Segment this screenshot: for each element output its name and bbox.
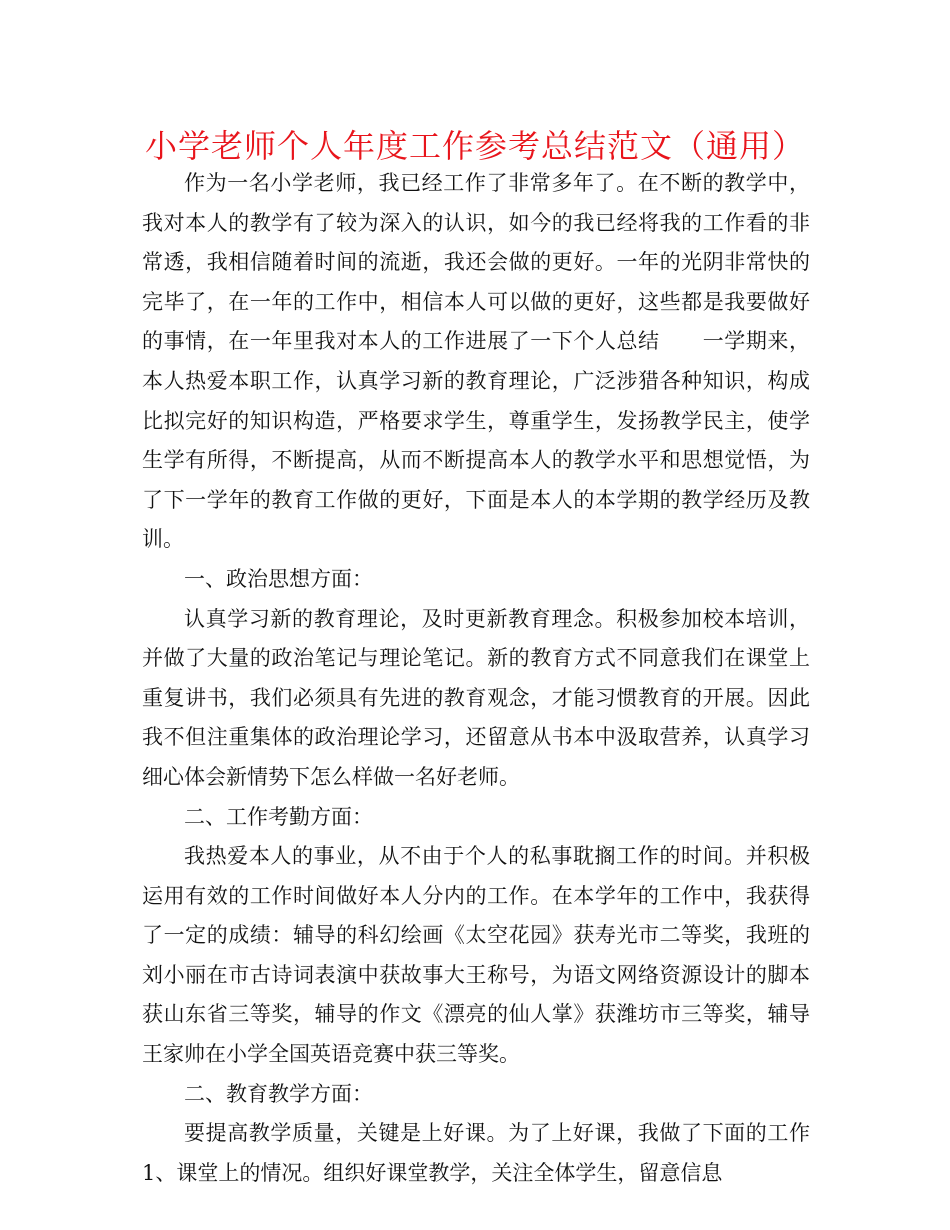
paragraph-intro: 作为一名小学老师，我已经工作了非常多年了。在不断的教学中，我对本人的教学有了较为深入的认识，如今的我已经将我的工作看的非常透，我相信随着时间的流逝，我还会做的更好。一年的光阴非常快的完毕了，在一年的工作中，相信本人可以做的更好，这些都是我要做好的事情，在一年里我对本人的工作进展了一下个人总结 一学期来，本人热爱本职工作，认真学习新的教育理论，广泛涉猎各种知识，构成比拟完好的知识构造，严格要求学生，尊重学生，发扬教学民主，使学生学有所得，不断提高，从而不断提高本人的教学水平和思想觉悟，为了下一学年的教育工作做的更好，下面是本人的本学期的教学经历及教训。	[142, 171, 810, 552]
paragraph-attendance: 我热爱本人的事业，从不由于个人的私事耽搁工作的时间。并积极运用有效的工作时间做好本人分内的工作。在本学年的工作中，我获得了一定的成绩：辅导的科幻绘画《太空花园》获寿光市二等奖，我班的刘小丽在市古诗词表演中获故事大王称号，为语文网络资源设计的脚本获山东省三等奖，辅导的作文《漂亮的仙人掌》获潍坊市三等奖，辅导王家帅在小学全国英语竞赛中获三等奖。	[142, 844, 810, 1067]
document-body	[142, 164, 852, 1193]
document-title: 小学老师个人年度工作参考总结范文（通用）	[144, 127, 805, 165]
paragraph-teaching: 要提高教学质量，关键是上好课。为了上好课，我做了下面的工作 1、课堂上的情况。组织好课堂教学，关注全体学生，留意信息	[142, 1121, 852, 1185]
paragraph-politics: 认真学习新的教育理论，及时更新教育理念。积极参加校本培训，并做了大量的政治笔记与理论笔记。新的教育方式不同意我们在课堂上重复讲书，我们必须具有先进的教育观念，才能习惯教育的开展。因此我不但注重集体的政治理论学习，还留意从书本中汲取营养，认真学习细心体会新情势下怎么样做一名好老师。	[142, 606, 810, 789]
section-heading-attendance: 二、工作考勤方面：	[184, 804, 373, 829]
section-heading-teaching: 二、教育教学方面：	[184, 1081, 373, 1106]
section-heading-politics: 一、政治思想方面：	[184, 566, 373, 591]
